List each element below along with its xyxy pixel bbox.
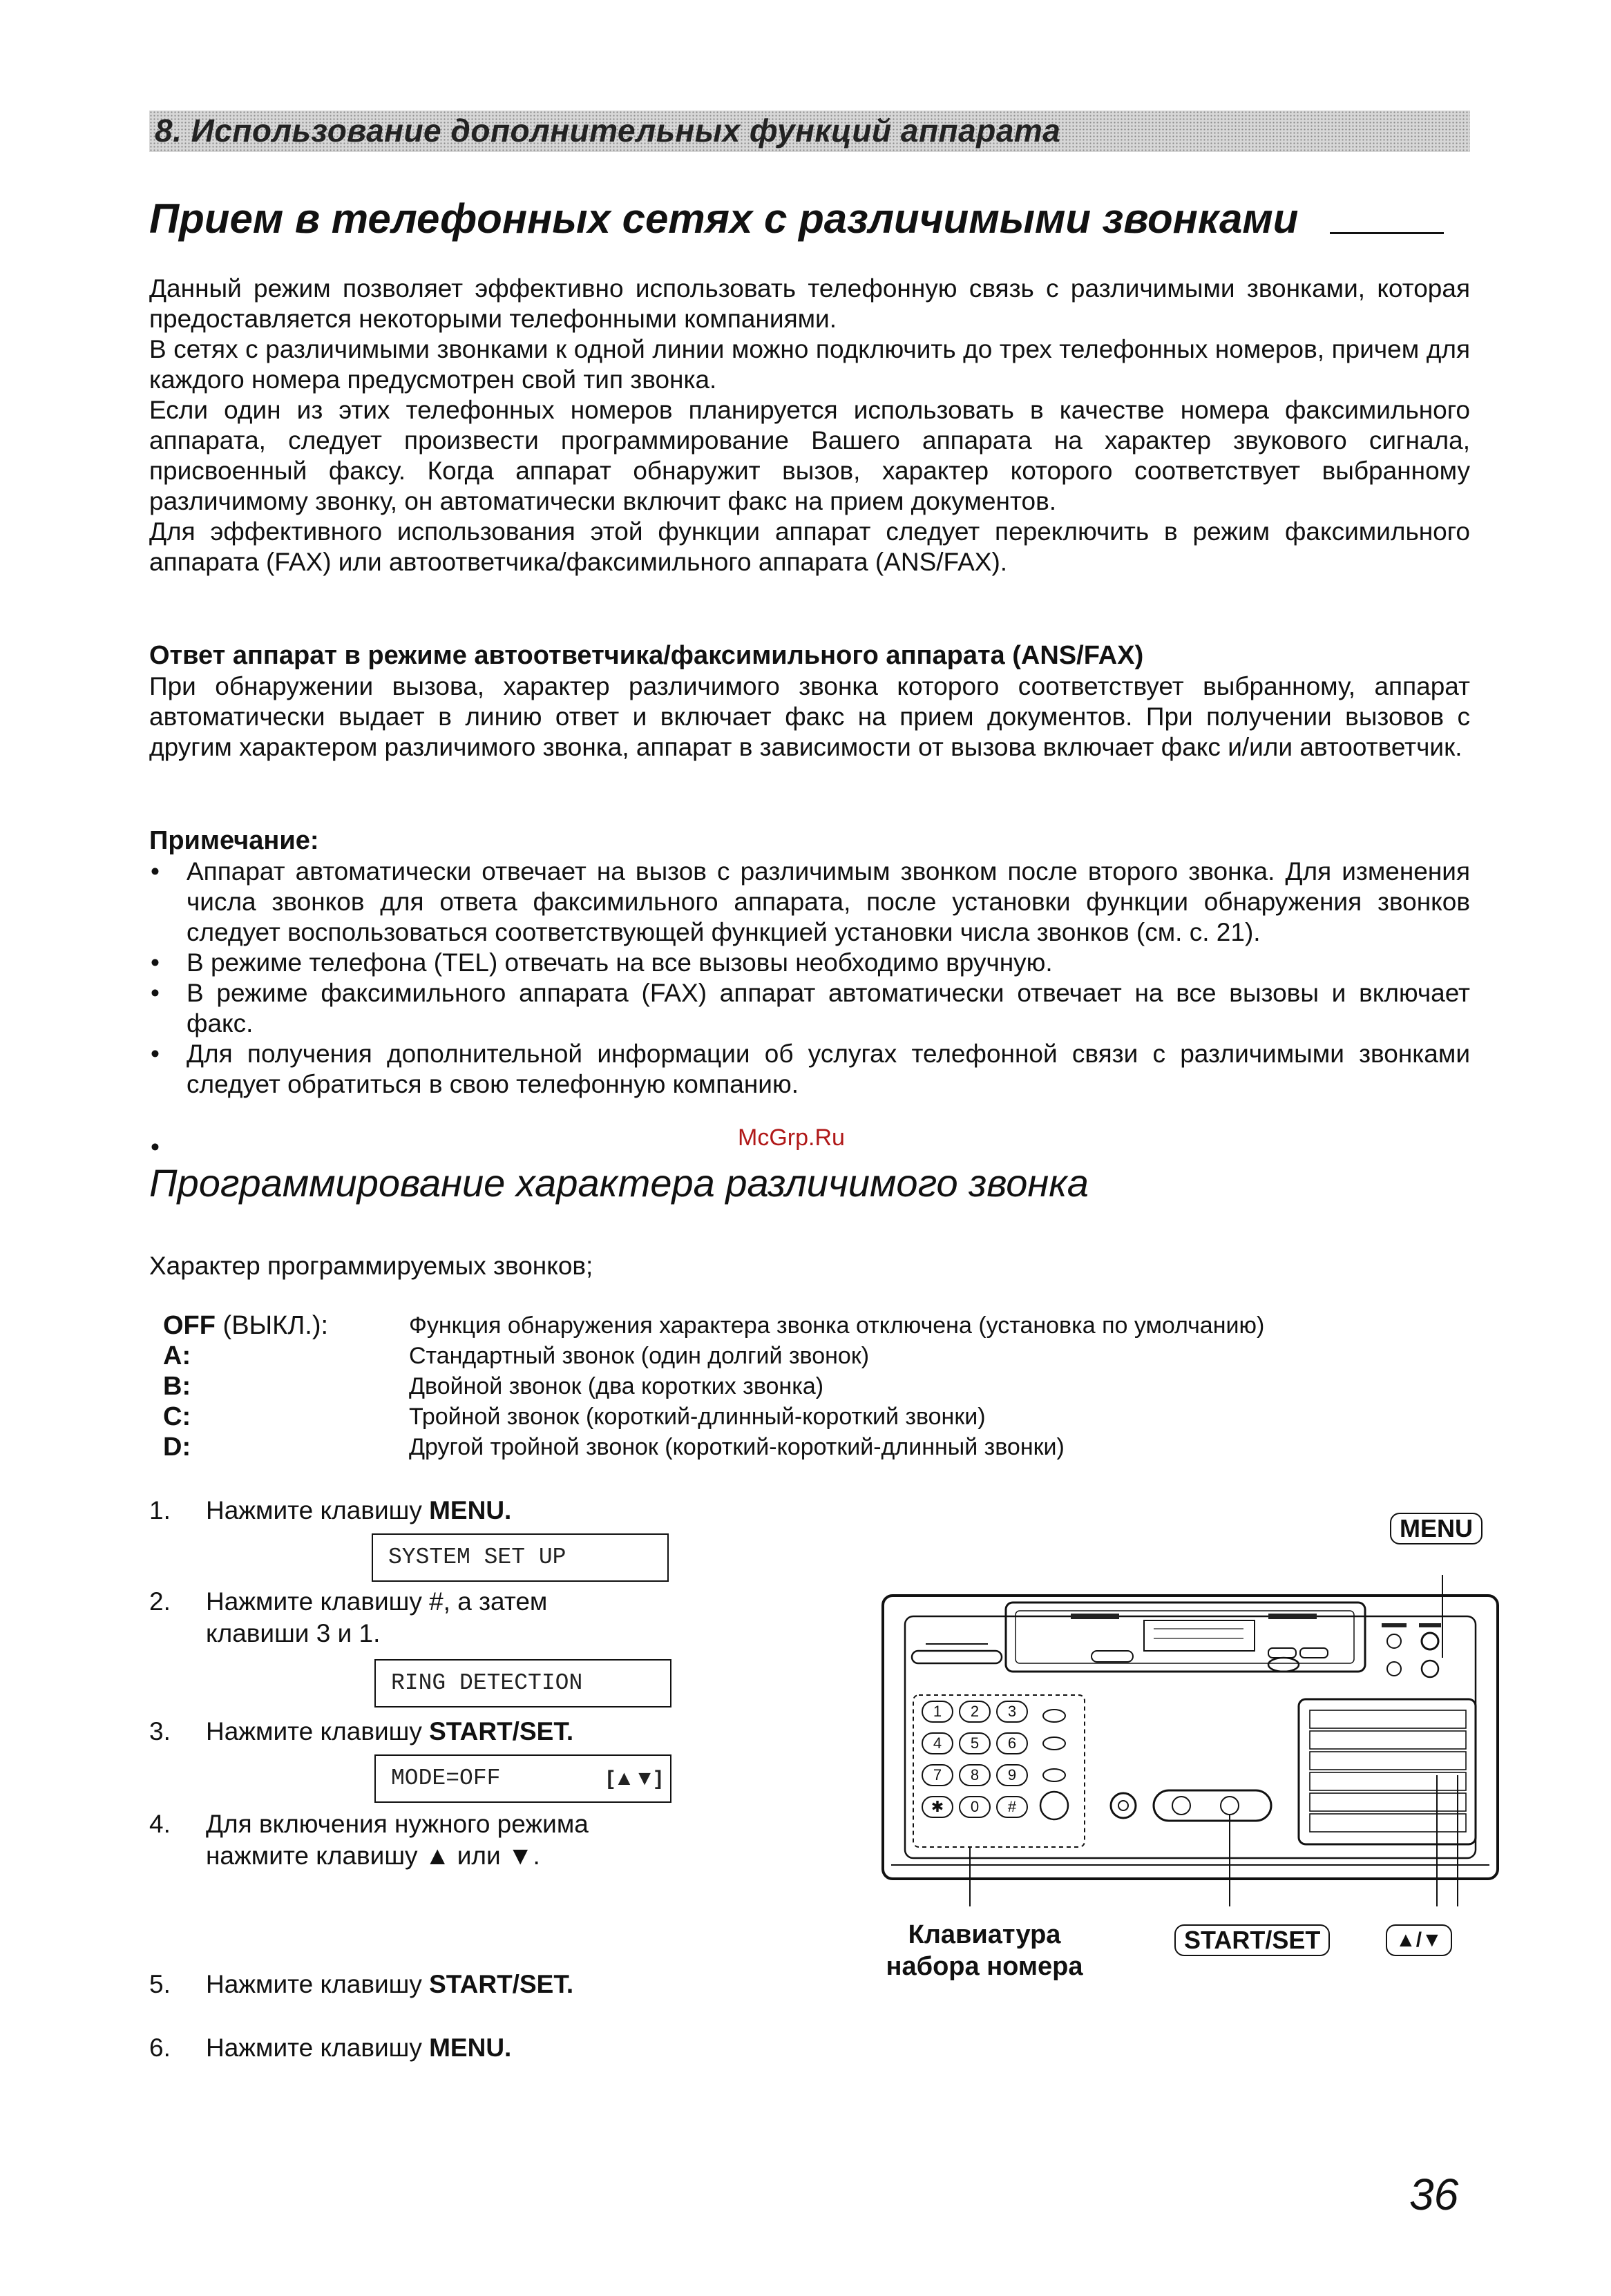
step-6: 6. Нажмите клавишу MENU. <box>149 2034 512 2062</box>
keypad-key[interactable]: 2 <box>959 1701 991 1723</box>
menu-key-label: MENU <box>1390 1513 1483 1544</box>
title-underline <box>1330 232 1444 234</box>
start-set-key-label: START/SET <box>1174 1924 1330 1956</box>
intro-paragraph: В сетях с различимыми звонками к одной линии можно подключить до трех телефонных номеров, причем для каждого номера предусмотрен свой тип звонка. <box>149 335 1470 394</box>
lcd-display-mode: MODE=OFF [▲▼] <box>374 1754 671 1803</box>
keypad-key[interactable]: 5 <box>959 1732 991 1754</box>
note-heading: Примечание: <box>149 826 319 855</box>
lcd-display-system-set-up: SYSTEM SET UP <box>372 1533 669 1582</box>
arrow-keys-label: ▲/▼ <box>1386 1924 1452 1956</box>
keypad-key[interactable]: 1 <box>922 1701 953 1723</box>
section-title: Программирование характера различимого звонка <box>149 1161 1089 1205</box>
types-intro: Характер программируемых звонков; <box>149 1252 593 1280</box>
keypad-key[interactable]: 4 <box>922 1732 953 1754</box>
note-item: • Аппарат автоматически отвечает на вызов с различимым звонком после второго звонка. Для изменения числа звонков для ответа факсимильного аппарата, после установки функции обнаружения звонков следует воспользоваться соответствующей функцией установки числа звонков (см. с. 21). <box>149 857 1470 948</box>
note-list <box>149 857 1470 1100</box>
keypad-key[interactable]: ✱ <box>922 1796 953 1818</box>
ans-fax-heading: Ответ аппарат в режиме автоответчика/факсимильного аппарата (ANS/FAX) <box>149 641 1144 670</box>
note-item: • Для получения дополнительной информации об услугах телефонной связи с различимыми звонками следует обратиться в свою телефонную компанию. <box>149 1039 1470 1100</box>
intro-paragraph: Для эффективного использования этой функции аппарат следует переключить в режим факсимильного аппарата (FAX) или автоответчика/факсимильного аппарата (ANS/FAX). <box>149 517 1470 576</box>
section-banner <box>149 111 1470 152</box>
keypad-key[interactable]: 9 <box>996 1764 1028 1786</box>
keypad-key[interactable]: 0 <box>959 1796 991 1818</box>
stray-bullet: • <box>151 1133 160 1161</box>
mode-key: OFF (ВЫКЛ.): <box>163 1311 329 1340</box>
step-1: 1. Нажмите клавишу MENU. <box>149 1496 512 1524</box>
watermark[interactable]: McGrp.Ru <box>738 1125 845 1151</box>
ans-fax-paragraph: При обнаружении вызова, характер различимого звонка которого соответствует выбранному, аппарат автоматически выдает в линию ответ и включает факс на прием документов. При получении вызовов с другим характером различимого звонка, аппарат в зависимости от вызова включает факс и/или автоответчик. <box>149 672 1470 761</box>
intro-paragraph: Данный режим позволяет эффективно использовать телефонную связь с различимыми звонками, которая предоставляется некоторыми телефонными компаниями. <box>149 274 1470 333</box>
page-title: Прием в телефонных сетях с различимыми звонками <box>149 195 1299 242</box>
mode-key: C: <box>163 1402 191 1431</box>
step-3: 3. Нажмите клавишу START/SET. <box>149 1717 574 1745</box>
intro-paragraph: Если один из этих телефонных номеров планируется использовать в качестве номера факсимильного аппарата, следует произвести программирование Вашего аппарата на характер звукового сигнала, присвоенный факсу. Когда аппарат обнаружит вызов, характер которого соответствует выбранному различимому звонку, он автоматически включит факс на прием документов. <box>149 396 1470 515</box>
mode-description: Другой тройной звонок (короткий-короткий-длинный звонки) <box>409 1434 1065 1460</box>
caption-line: Клавиатура <box>908 1920 1061 1949</box>
mode-description: Стандартный звонок (один долгий звонок) <box>409 1343 870 1369</box>
ans-fax-text <box>149 671 1470 763</box>
keypad-key[interactable]: 3 <box>996 1701 1028 1723</box>
keypad-key[interactable]: 6 <box>996 1732 1028 1754</box>
mode-description: Двойной звонок (два коротких звонка) <box>409 1373 824 1399</box>
page-number: 36 <box>1409 2170 1459 2219</box>
keypad-key[interactable]: 7 <box>922 1764 953 1786</box>
intro-text <box>149 274 1470 577</box>
step-2: 2. Нажмите клавишу #, а затем клавиши 3 и 1. <box>149 1587 548 1647</box>
mode-description: Функция обнаружения характера звонка отключена (установка по умолчанию) <box>409 1312 1265 1339</box>
mode-key: A: <box>163 1341 191 1370</box>
mode-description: Тройной звонок (короткий-длинный-короткий звонки) <box>409 1404 986 1430</box>
step-5: 5. Нажмите клавишу START/SET. <box>149 1970 574 1998</box>
keypad-key[interactable]: # <box>996 1796 1028 1818</box>
step-4: 4. Для включения нужного режима нажмите клавишу ▲ или ▼. <box>149 1810 589 1870</box>
lcd-display-ring-detection: RING DETECTION <box>374 1659 671 1707</box>
mode-key: B: <box>163 1372 191 1401</box>
mode-key: D: <box>163 1433 191 1462</box>
note-item: • В режиме факсимильного аппарата (FAX) аппарат автоматически отвечает на все вызовы и включает факс. <box>149 978 1470 1039</box>
dial-keypad <box>922 1701 1032 1818</box>
keypad-key[interactable]: 8 <box>959 1764 991 1786</box>
keypad-caption <box>870 1919 1098 1982</box>
caption-line: набора номера <box>886 1952 1083 1981</box>
section-banner-text: 8. Использование дополнительных функций аппарата <box>155 113 1061 149</box>
note-item: • В режиме телефона (TEL) отвечать на все вызовы необходимо вручную. <box>149 948 1470 978</box>
